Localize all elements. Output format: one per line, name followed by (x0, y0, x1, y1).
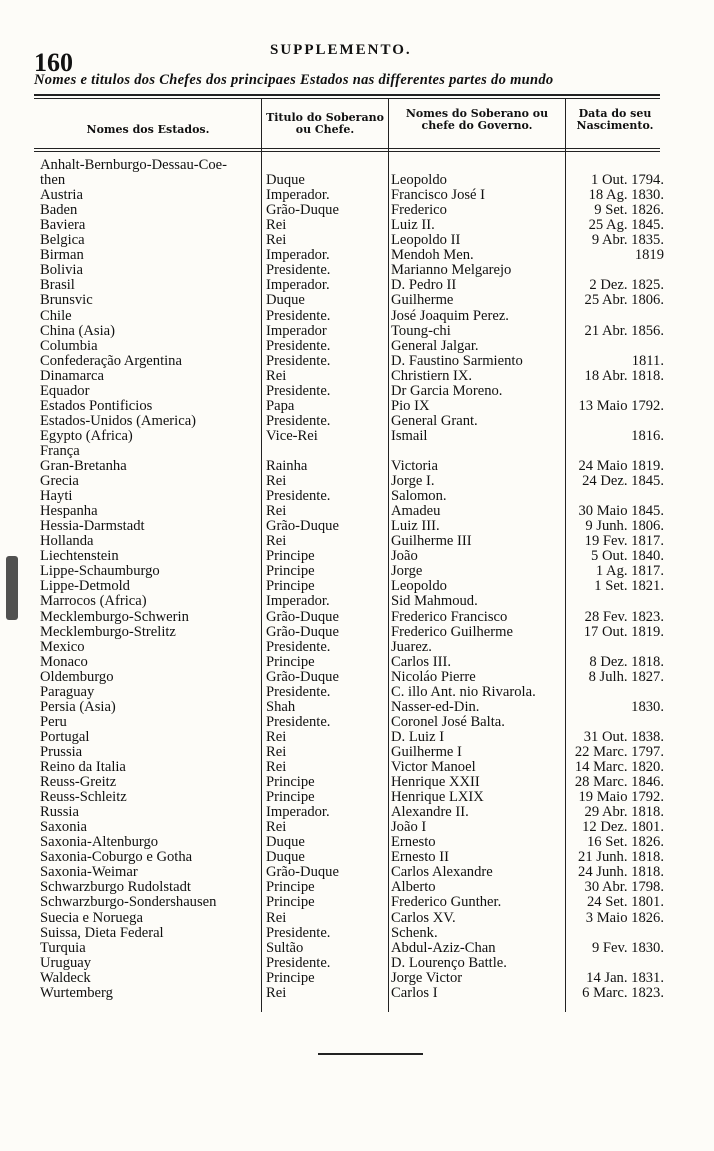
state-name: Saxonia (40, 819, 88, 835)
state-name: Suissa, Dieta Federal (40, 925, 164, 941)
sovereign-title: Grão-Duque (266, 202, 339, 218)
birth-date: 25 Abr. 1806. (584, 292, 664, 308)
state-name: Turquia (40, 940, 86, 956)
sovereign-name: C. illo Ant. nio Rivarola. (391, 684, 536, 700)
sovereign-title: Presidente. (266, 338, 331, 354)
state-name: Belgica (40, 232, 85, 248)
state-name: Peru (40, 714, 67, 730)
sovereign-title: Rei (266, 910, 287, 926)
birth-date: 28 Fev. 1823. (584, 609, 664, 625)
sovereign-name: D. Luiz I (391, 729, 445, 745)
sovereign-title: Presidente. (266, 488, 331, 504)
state-name: Egypto (Africa) (40, 428, 133, 444)
birth-date: 9 Fev. 1830. (591, 940, 664, 956)
sovereign-name: Frederico Francisco (391, 609, 508, 625)
state-name: Hespanha (40, 503, 98, 519)
sovereign-title: Presidente. (266, 262, 331, 278)
sovereign-name: Victoria (391, 458, 438, 474)
birth-date: 1 Out. 1794. (591, 172, 664, 188)
sovereign-name: D. Pedro II (391, 277, 457, 293)
state-name: Mecklemburgo-Strelitz (40, 624, 176, 640)
sovereign-title: Presidente. (266, 955, 331, 971)
sovereign-title: Principe (266, 654, 315, 670)
sovereign-name: Coronel José Balta. (391, 714, 505, 730)
birth-date: 17 Out. 1819. (583, 624, 664, 640)
birth-date: 31 Out. 1838. (583, 729, 664, 745)
birth-date: 22 Marc. 1797. (574, 744, 664, 760)
state-name: Monaco (40, 654, 88, 670)
sovereign-name: Leopoldo II (391, 232, 461, 248)
sovereign-name: Pio IX (391, 398, 430, 414)
state-name: Reuss-Schleitz (40, 789, 127, 805)
page-header: SUPPLEMENTO. (270, 42, 412, 58)
sovereign-name: Jorge (391, 563, 423, 579)
page-subtitle: Nomes e titulos dos Chefes dos principaes Estados nas differentes partes do mundo (34, 72, 554, 88)
state-name: Hayti (40, 488, 73, 504)
birth-date: 18 Abr. 1818. (584, 368, 664, 384)
birth-date: 9 Abr. 1835. (591, 232, 664, 248)
sovereign-title: Rei (266, 744, 287, 760)
sovereign-name: Carlos III. (391, 654, 451, 670)
birth-date: 21 Abr. 1856. (584, 323, 664, 339)
state-name: Portugal (40, 729, 90, 745)
sovereign-name: Guilherme (391, 292, 454, 308)
state-name: Bolivia (40, 262, 83, 278)
sovereign-title: Presidente. (266, 308, 331, 324)
state-name: Estados Pontificios (40, 398, 153, 414)
sovereign-title: Presidente. (266, 383, 331, 399)
birth-date: 24 Junh. 1818. (578, 864, 664, 880)
sovereign-name: Marianno Melgarejo (391, 262, 512, 278)
sovereign-title: Imperador. (266, 593, 330, 609)
sovereign-name: Carlos Alexandre (391, 864, 493, 880)
state-name: Baden (40, 202, 78, 218)
state-name: Anhalt-Bernburgo-Dessau-Coe- (40, 157, 227, 173)
state-name: Mexico (40, 639, 85, 655)
sovereign-name: Ismail (391, 428, 428, 444)
birth-date: 21 Junh. 1818. (578, 849, 664, 865)
state-name: Marrocos (Africa) (40, 593, 147, 609)
sovereign-name: Leopoldo (391, 578, 447, 594)
state-name: Schwarzburgo Rudolstadt (40, 879, 191, 895)
sovereign-name: Alexandre II. (391, 804, 469, 820)
sovereign-name: Carlos I (391, 985, 438, 1001)
sovereign-title: Sultão (266, 940, 304, 956)
sovereign-name: General Grant. (391, 413, 478, 429)
sovereign-name: Toung-chi (391, 323, 451, 339)
sovereign-name: Alberto (391, 879, 436, 895)
state-name: Columbia (40, 338, 98, 354)
birth-date: 8 Dez. 1818. (589, 654, 664, 670)
birth-date: 9 Junh. 1806. (585, 518, 664, 534)
state-name: Hollanda (40, 533, 94, 549)
sovereign-title: Principe (266, 879, 315, 895)
sovereign-title: Principe (266, 548, 315, 564)
sovereign-name: Francisco José I (391, 187, 486, 203)
sovereign-title: Grão-Duque (266, 669, 339, 685)
sovereign-title: Imperador. (266, 277, 330, 293)
birth-date: 14 Marc. 1820. (574, 759, 664, 775)
sovereign-title: Grão-Duque (266, 609, 339, 625)
sovereign-name: Sid Mahmoud. (391, 593, 478, 609)
sovereign-title: Presidente. (266, 353, 331, 369)
header-states: Nomes dos Estados. (86, 123, 210, 136)
sovereign-title: Presidente. (266, 684, 331, 700)
state-name: Russia (40, 804, 79, 820)
sovereign-name: Dr Garcia Moreno. (391, 383, 503, 399)
state-name: Saxonia-Weimar (40, 864, 138, 880)
sovereign-title: Presidente. (266, 639, 331, 655)
birth-date: 1 Set. 1821. (594, 578, 664, 594)
sovereign-title: Rei (266, 533, 287, 549)
state-name: Schwarzburgo-Sondershausen (40, 894, 217, 910)
birth-date: 1819 (634, 247, 664, 263)
state-name: Mecklemburgo-Schwerin (40, 609, 189, 625)
sovereign-name: José Joaquim Perez. (391, 308, 509, 324)
sovereign-title: Principe (266, 789, 315, 805)
sovereign-title: Papa (266, 398, 295, 414)
state-name: Suecia e Noruega (40, 910, 143, 926)
state-name: Hessia-Darmstadt (40, 518, 145, 534)
state-name: Brunsvic (40, 292, 93, 308)
state-name: Saxonia-Altenburgo (40, 834, 159, 850)
sovereign-title: Rei (266, 217, 287, 233)
state-name: Dinamarca (40, 368, 105, 384)
birth-date: 19 Fev. 1817. (584, 533, 664, 549)
sovereign-title: Duque (266, 849, 305, 865)
margin-ink-blot (6, 556, 18, 620)
sovereign-name: Ernesto II (391, 849, 449, 865)
state-name: Austria (40, 187, 83, 203)
sovereign-name: Luiz III. (391, 518, 440, 534)
sovereign-title: Vice-Rei (266, 428, 318, 444)
sovereign-name: João (391, 548, 418, 564)
sovereign-name: Amadeu (391, 503, 441, 519)
sovereign-name: Guilherme I (391, 744, 462, 760)
sovereign-title: Imperador (266, 323, 327, 339)
state-name: Baviera (40, 217, 86, 233)
sovereign-name: João I (391, 819, 427, 835)
state-name: Oldemburgo (40, 669, 114, 685)
sovereign-name: Guilherme III (391, 533, 472, 549)
sovereign-name: Nicoláo Pierre (391, 669, 476, 685)
birth-date: 30 Abr. 1798. (584, 879, 664, 895)
sovereign-title: Grão-Duque (266, 518, 339, 534)
sovereign-title: Rainha (266, 458, 308, 474)
sovereign-title: Principe (266, 970, 315, 986)
birth-date: 1830. (631, 699, 664, 715)
sovereign-title: Rei (266, 503, 287, 519)
sovereign-title: Rei (266, 368, 287, 384)
state-name: Estados-Unidos (America) (40, 413, 197, 429)
sovereign-title: Imperador. (266, 187, 330, 203)
state-name: Reino da Italia (40, 759, 126, 775)
sovereign-name: Victor Manoel (391, 759, 476, 775)
sovereign-name: Carlos XV. (391, 910, 456, 926)
sovereign-name: Jorge I. (391, 473, 435, 489)
sovereign-title: Principe (266, 563, 315, 579)
birth-date: 14 Jan. 1831. (586, 970, 664, 986)
sovereign-title: Duque (266, 172, 305, 188)
birth-date: 18 Ag. 1830. (588, 187, 664, 203)
sovereign-name: Frederico (391, 202, 447, 218)
sovereign-name: Henrique LXIX (391, 789, 484, 805)
birth-date: 9 Set. 1826. (594, 202, 664, 218)
sovereign-title: Rei (266, 232, 287, 248)
sovereign-name: Mendoh Men. (391, 247, 474, 263)
birth-date: 8 Julh. 1827. (588, 669, 664, 685)
birth-date: 30 Maio 1845. (578, 503, 664, 519)
sovereign-name: D. Faustino Sarmiento (391, 353, 523, 369)
state-name: Paraguay (40, 684, 95, 700)
birth-date: 6 Marc. 1823. (582, 985, 664, 1001)
birth-date: 3 Maio 1826. (585, 910, 664, 926)
birth-date: 2 Dez. 1825. (589, 277, 664, 293)
birth-date: 16 Set. 1826. (586, 834, 664, 850)
sovereign-title: Principe (266, 578, 315, 594)
sovereign-name: Nasser-ed-Din. (391, 699, 480, 715)
sovereign-title: Imperador. (266, 247, 330, 263)
sovereign-name: Frederico Gunther. (391, 894, 502, 910)
sovereign-title: Presidente. (266, 925, 331, 941)
sovereign-title: Imperador. (266, 804, 330, 820)
sovereign-title: Presidente. (266, 714, 331, 730)
state-name: Confederação Argentina (40, 353, 182, 369)
state-name: Brasil (40, 277, 75, 293)
birth-date: 1811. (631, 353, 664, 369)
sovereign-title: Principe (266, 894, 315, 910)
sovereign-name: Salomon. (391, 488, 447, 504)
sovereign-name: General Jalgar. (391, 338, 479, 354)
state-name: Waldeck (40, 970, 91, 986)
sovereign-name: Abdul-Aziz-Chan (391, 940, 496, 956)
sovereign-name: Jorge Victor (391, 970, 463, 986)
state-name: Wurtemberg (40, 985, 113, 1001)
state-name: Grecia (40, 473, 79, 489)
header-birthdate: Data do seu Nascimento. (576, 107, 654, 132)
sovereign-name: Leopoldo (391, 172, 447, 188)
end-rule (318, 1053, 423, 1055)
birth-date: 25 Ag. 1845. (588, 217, 664, 233)
birth-date: 19 Maio 1792. (578, 789, 664, 805)
state-name: Equador (40, 383, 90, 399)
sovereign-title: Duque (266, 834, 305, 850)
state-name: Saxonia-Coburgo e Gotha (40, 849, 193, 865)
sovereign-title: Rei (266, 729, 287, 745)
sovereign-title: Rei (266, 985, 287, 1001)
birth-date: 24 Dez. 1845. (582, 473, 664, 489)
state-name: Birman (40, 247, 84, 263)
state-name: Liechtenstein (40, 548, 119, 564)
sovereign-name: Frederico Guilherme (391, 624, 513, 640)
birth-date: 24 Set. 1801. (586, 894, 664, 910)
sovereign-title: Grão-Duque (266, 864, 339, 880)
birth-date: 1816. (631, 428, 664, 444)
sovereign-name: Luiz II. (391, 217, 435, 233)
state-name: China (Asia) (40, 323, 115, 339)
state-name: Reuss-Greitz (40, 774, 117, 790)
sovereign-title: Rei (266, 473, 287, 489)
state-name: Persia (Asia) (40, 699, 116, 715)
sovereign-title: Rei (266, 759, 287, 775)
header-title: Titulo do Soberano ou Chefe. (266, 111, 384, 136)
sovereign-title: Shah (266, 699, 296, 715)
sovereign-title: Grão-Duque (266, 624, 339, 640)
sovereign-name: Schenk. (391, 925, 438, 941)
state-name: then (40, 172, 66, 188)
sovereign-name: Ernesto (391, 834, 436, 850)
sovereign-name: Henrique XXII (391, 774, 480, 790)
sovereign-title: Principe (266, 774, 315, 790)
birth-date: 12 Dez. 1801. (582, 819, 664, 835)
birth-date: 5 Out. 1840. (591, 548, 664, 564)
birth-date: 29 Abr. 1818. (584, 804, 664, 820)
state-name: Lippe-Detmold (40, 578, 130, 594)
birth-date: 28 Marc. 1846. (574, 774, 664, 790)
state-name: Uruguay (40, 955, 92, 971)
sovereign-title: Rei (266, 819, 287, 835)
state-name: Lippe-Schaumburgo (40, 563, 160, 579)
state-name: Prussia (40, 744, 83, 760)
sovereign-name: Christiern IX. (391, 368, 473, 384)
sovereign-title: Presidente. (266, 413, 331, 429)
birth-date: 13 Maio 1792. (578, 398, 664, 414)
birth-date: 1 Ag. 1817. (595, 563, 664, 579)
birth-date: 24 Maio 1819. (578, 458, 664, 474)
header-sovereign: Nomes do Soberano ou chefe do Governo. (405, 107, 549, 132)
sovereign-name: Juarez. (391, 639, 432, 655)
state-name: Chile (40, 308, 72, 324)
sovereign-title: Duque (266, 292, 305, 308)
state-name: França (40, 443, 80, 459)
page-number: 160 (34, 48, 73, 77)
sovereign-name: D. Lourenço Battle. (391, 955, 507, 971)
state-name: Gran-Bretanha (40, 458, 127, 474)
